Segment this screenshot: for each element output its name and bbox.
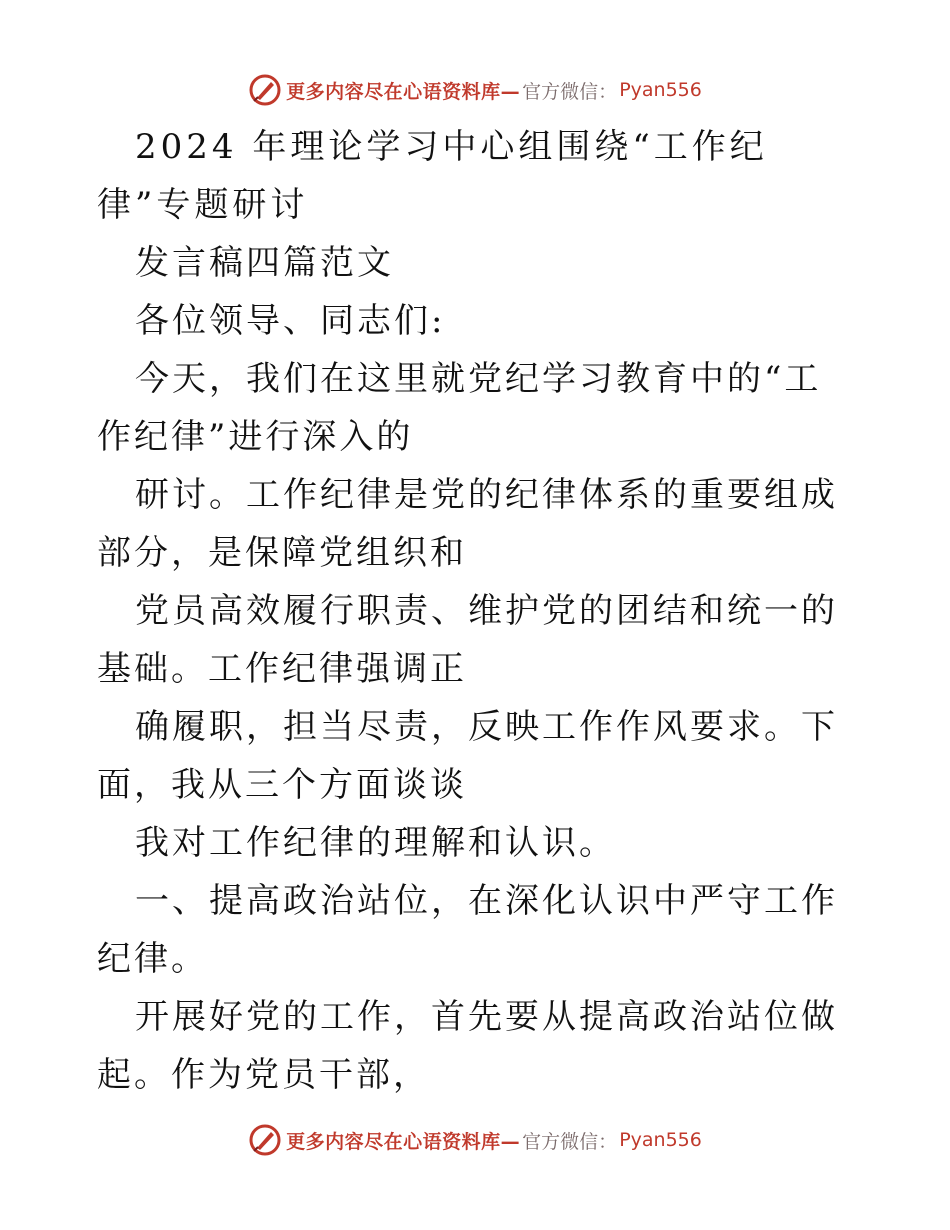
banner-text: 更多内容尽在心语资料库— [286,1130,521,1153]
body-paragraph: 今天，我们在这里就党纪学习教育中的“工作纪律”进行深入的 [97,359,822,457]
section-heading: 一、提高政治站位，在深化认识中严守工作纪律。 [97,881,838,979]
banner-wechat-label: 官方微信： [522,1130,618,1153]
quill-logo-icon [248,73,282,107]
body-paragraph: 党员高效履行职责、维护党的团结和统一的基础。工作纪律强调正 [97,591,838,689]
banner-wechat-id: Pyan556 [619,1129,702,1151]
banner-wechat-label: 官方微信： [522,80,618,103]
body-paragraph: 确履职，担当尽责，反映工作作风要求。下面，我从三个方面谈谈 [97,707,838,805]
document-body [97,118,857,1104]
body-paragraph: 开展好党的工作，首先要从提高政治站位做起。作为党员干部， [97,997,838,1095]
document-subtitle: 发言稿四篇范文 [135,243,394,283]
quill-logo-icon [248,1123,282,1157]
document-title: 2024 年理论学习中心组围绕“工作纪律”专题研讨 [97,127,768,225]
footer-banner [0,1120,950,1160]
body-paragraph: 我对工作纪律的理解和认识。 [135,823,616,863]
salutation: 各位领导、同志们: [135,301,446,341]
banner-wechat-id: Pyan556 [619,79,702,101]
banner-text: 更多内容尽在心语资料库— [286,80,521,103]
header-banner [0,70,950,110]
body-paragraph: 研讨。工作纪律是党的纪律体系的重要组成部分，是保障党组织和 [97,475,838,573]
